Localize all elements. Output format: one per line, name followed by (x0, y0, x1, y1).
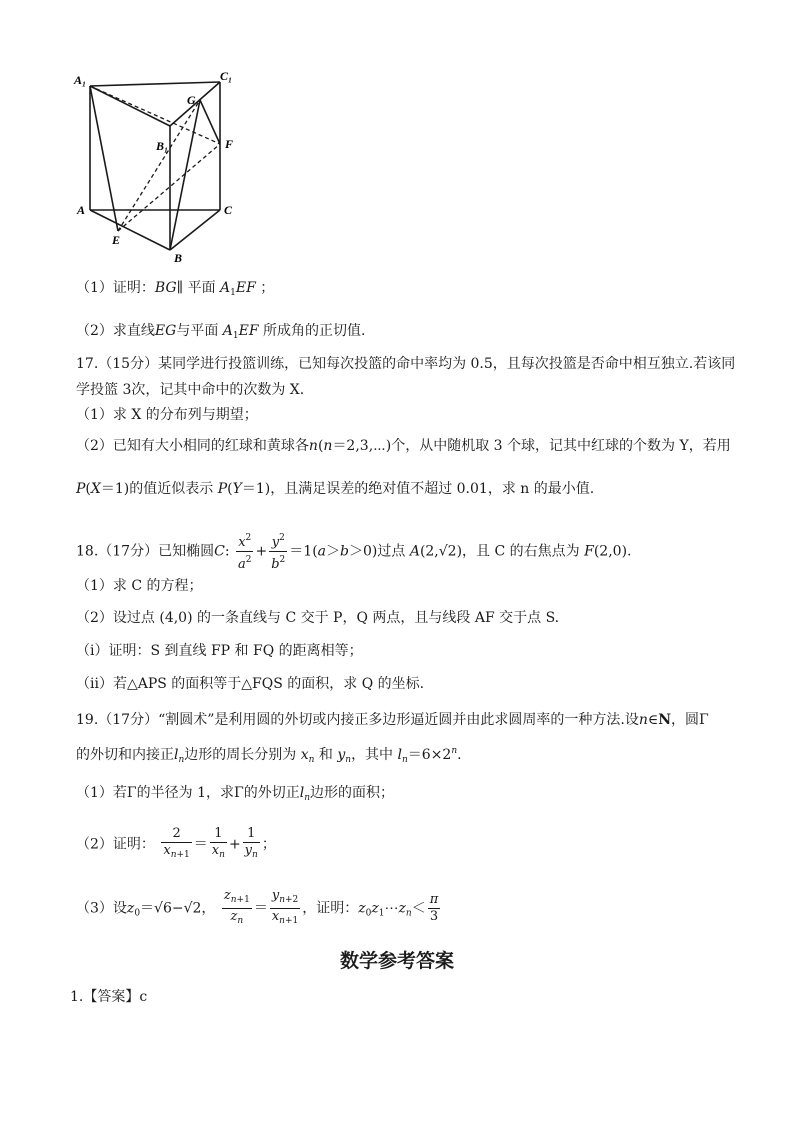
label-b1: B₁ (156, 139, 169, 153)
q18-part1: （1）求 C 的方程； (76, 578, 203, 594)
answer-1: 1.【答案】c (70, 989, 148, 1005)
label-c1: C₁ (220, 69, 233, 83)
answer-section-title: 数学参考答案 (339, 950, 454, 972)
q17-line1: 17.（15分）某同学进行投篮训练，已知每次投篮的命中率均为 0.5，且每次投篮是否命中相互独立.若该同 (76, 356, 736, 372)
label-a1: A₁ (74, 73, 87, 87)
label-g: G (187, 93, 196, 107)
q18-part-ii: （ii）若△APS 的面积等于△FQS 的面积，求 Q 的坐标. (76, 676, 425, 692)
label-e: E (112, 233, 121, 247)
q19-line2: 的外切和内接正$l_n$边形的周长分别为 $x_n$ 和 $y_n$，其中 $l_n=6\times 2^n$. (76, 746, 462, 765)
q19-part3: （3）设$z_0=√6-√2$， $\frac{z_{n+1}}{z_n}$ ＝ $\frac{y_{n+2}}{x_{n+1}}$ ，证明：$z_0z_1\cdots z_n<$ $\frac{\pi}{3}$ (76, 888, 439, 926)
q18-head: 18.（17分）已知椭圆C: $\frac{x^2}{a^2}$ + $\frac{y^2}{b^2}$ ＝1(a＞b＞0)过点 A(2,√2)，且 C 的右焦点为 F(2,0). (76, 530, 631, 573)
q16-part2: （2）求直线EG与平面 $A_1EF$ 所成角的正切值. (76, 323, 366, 341)
q17-part1: （1）求 X 的分布列与期望； (76, 407, 258, 423)
q17-line2: 学投篮 3次，记其中命中的次数为 X. (76, 382, 305, 398)
label-f: F (225, 137, 234, 151)
label-c: C (224, 203, 233, 217)
q19-part1: （1）若Γ的半径为 1，求Γ的外切正$l_n$边形的面积； (76, 785, 394, 803)
prism-figure (70, 68, 250, 268)
q19-line1: 19.（17分）“割圆术”是利用圆的外切或内接正多边形逼近圆并由此求圆周率的一种方法.设n∈N，圆Γ (76, 712, 709, 728)
q17-part2: （2）已知有大小相同的红球和黄球各n(n＝2,3,⋯)个，从中随机取 3 个球，记其中红球的个数为 Y，若用 (76, 438, 731, 454)
label-a: A (77, 203, 86, 217)
q18-part2: （2）设过点 (4,0) 的一条直线与 C 交于 P，Q 两点，且与线段 AF 交于点 S. (76, 610, 560, 626)
q19-part2: （2）证明： $\frac{2}{x_{n+1}}$ ＝ $\frac{1}{x_n}$ + $\frac{1}{y_n}$ ； (76, 826, 276, 860)
q18-part-i: （i）证明：S 到直线 FP 和 FQ 的距离相等； (76, 643, 363, 659)
q16-part1: （1）证明：BG∥ 平面 $A_1EF$ ； (76, 280, 275, 298)
label-b: B (174, 251, 183, 265)
q17-part2-cont: P(X＝1)的值近似表示 P(Y＝1)，且满足误差的绝对值不超过 0.01，求 n 的最小值. (76, 481, 595, 497)
